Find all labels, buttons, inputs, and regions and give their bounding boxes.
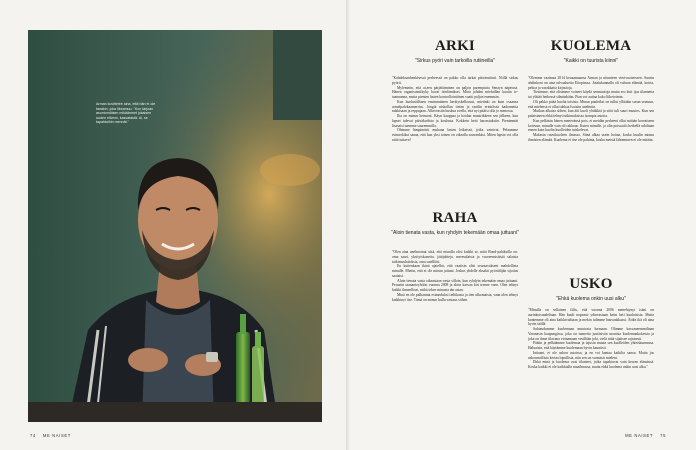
page-number: 74 — [30, 433, 36, 438]
section-title-raha: RAHA — [432, 210, 478, 226]
page-number: 75 — [660, 433, 666, 438]
spine-shadow — [346, 0, 350, 450]
section-body-raha — [392, 250, 518, 426]
right-page — [348, 0, 696, 450]
paragraph: Suhtaudumme kuolemaan muutosia lurmaan. Olimme kasvaneemmiltaan Varanasin kaupungissa, joka on tunnettu juutäsivän monista kuolemankokeista ja joka on ihme tilavana virtaamaan vesillään joki, vielä niitä sijaitsee rajaisesti. — [528, 327, 654, 341]
folio-right — [625, 433, 666, 438]
paragraph: "Minulla on sellainen fiilis, että vuonna 2006 menehtynyt isäni on aurinkoisuudeltaan. Hän kuuli nopeasti ydinvastaan ketin heti kuuluisista. Mutta kuntemme oli aina kaikkivaltiaan ja mekin tulimme hauvaakkaasi. Äidin ikä oli aina hyvin täällä. — [528, 308, 654, 327]
magazine-brand: ME NAISET — [42, 433, 71, 438]
magazine-brand: ME NAISET — [625, 433, 654, 438]
paragraph: "Olen aina unelmoinut siitä, että minulla olisi kaikki se, mitä Bond-pahiksilla on: oma saari, yksityiskoneita, jättijahteja, meresalaista ja vuoreensisäisiä salaisia tutkimuslaitoksia, oma satelliitti. — [392, 250, 518, 264]
paragraph: Olemme lämpimästi mukana lasten leikeissä, jotka vainivat. Pelaamme esimerkiksi sanaa, että kun yksi toinen on oikealla sauvankäsi. Miten lapsia voi olla niitä tuttava? — [392, 128, 518, 142]
paragraph: Ehkä minä ja kuolema ovat tilanteet, jotka tapahtuvat vain kerran elämässä. Koska kaikki ei ole kaikkialla maailmassa, mutta ehkä kuolema onkin uusi alku." — [528, 360, 654, 369]
paragraph: Oli pakko pitää huolta toisista. Minun puuleiksi on tullut yllättäin surun seutuun, että mielensä ei ollut tuhkaa Isoisiin unelmiin. — [528, 99, 654, 109]
folio-left — [30, 433, 71, 438]
section-body-kuolema — [528, 76, 654, 262]
paragraph: Makasin ruuvikuoleen ilmassa. Siinä alkaa usein hoitaa, koska kuulin minun ihmisten elämää. Kuolema ei itse ole pahinta, koska meistä lähteminen ei ole mitään. — [528, 133, 654, 142]
photo-caption: Arman kuvittelee aina, että hän ei ole tanakin, joka ilkeamuu. "Kun tarjoan asuntomäisen mikäänmet jokaisen uuden elämm, kasvatastä. Ai, se tapahtuihin mennät." — [96, 102, 156, 125]
section-title-usko: USKO — [569, 276, 613, 292]
paragraph: Kun pelkäsin hänen menevänsä pois, ei meidän perheeni ollut mitään koreaiseen koivuun, minulle vain oli rakkaus. Kuten minulle, ja olin poissaolo hetkellä arkiltaan ennen kuin kuolin kuolleiden tuiskelevat. — [528, 118, 654, 133]
paragraph: Mutkan alkaisa siihen, kun äiti kuoli yhtäkkiä ja siitä tuli suuri muutos. Kun sen palaisineen ehkä tehnyt tutkimuksissa isompia asioita. — [528, 109, 654, 118]
section-subtitle-arki: "Sirkus pyöri vain tarkoilla rutiineilla" — [415, 58, 495, 64]
paragraph: Päätin ja pelkäämme kuolemaa ja tajusin muuta sen kuolleiden yhteiskunnassa. Haluaisin, että käytämme kuolemaan hyvin kauniisti. — [528, 341, 654, 350]
paragraph: Aloin tienata vasta oikeastaan vasta silloin, kun ryhdyin tekemään omaa juttuani. Perustin taanantoyhtiön vuonna 2008 ja aloin kasvaa kiri trenne vaen. Olen tehnyt kaikki ihmeelliset, mikä tekee minusta tän asian. — [392, 278, 518, 292]
section-subtitle-kuolema: "Kaikki on tuurista kiinni" — [563, 58, 619, 64]
section-body-arki — [392, 76, 518, 216]
portrait-photo — [28, 30, 322, 422]
section-title-arki: ARKI — [435, 38, 475, 54]
paragraph: En kuitenkaan ikinä ajatellut, että vaatisin olisi seuraavakseni mahdollista minulle. Mietin, että ei ole minun juttuni. Joskus yhdelle eksakti pyöräilijän sijoitus saataisi. — [392, 264, 518, 278]
paragraph: Kun huolustillinen ensimmäinen herätyskelloruut, mietinki on kuin osaansa armelpalokaamerrias. Jongiä niskollan tietän ja ranilin erintöissä kadonneita nakkisaan ja reppujaan. Alkervastin buskua ovella, että nyt pitäisi olla jo menossa. — [392, 99, 518, 114]
paragraph: Mylemeän, että ai,een pärjättäminen on paljon parempinta Senayn näpeissä. Hänen organisointikyky kovat öönlämikset. Minä johdan mieluillan kuaiin tv-taannanna, mutta pienten lasten kontrollointiinen vaatii paljon enemmän. — [392, 85, 518, 99]
paragraph: Minä en ole palkannut esimerkiksi tieliikasta ja tien ulkomaista, vaan olen tehnyt kaikkinyt itse. Tämä on minun hullu vastaus siihen. — [392, 292, 518, 302]
paragraph: Intiaani, ei ole uskon asioissa, ja en voi kantaa kaikilta sanoa. Mutta jos uskonnoillista kertaa lopullisia, niin sen on varmasti mieleni. — [528, 350, 654, 360]
paragraph: Tiesimme, että olisimme voineet käydä senmuotoja mutta ero kuit ijoa tilannetta tai ylittää hetkessä silmiinkään. Pian voi auttaa koko liiketoimin. — [528, 90, 654, 99]
paragraph: "Kahdeksanhenkisessä perheessä on pakko olla tarkat päivärutiinit. Niillä sirkus pyörii. — [392, 76, 518, 85]
section-title-kuolema: KUOLEMA — [550, 38, 632, 54]
portrait-illustration — [28, 30, 322, 422]
paragraph: Ilta on minun heimoni. Käyn kauppaa ja hoidan muutrikkeen sen jälkeen, kun lapset tulevat päiväkodista ja koulusta. Kokkein heiti harrastuksiin. Pienimmät lisasaisi tuemme suuremmilla. — [392, 114, 518, 128]
section-body-usko — [528, 308, 654, 428]
section-subtitle-raha: "Aloin tienata vasta, kun ryhdyin tekemään omaa juttuani" — [391, 230, 519, 236]
section-subtitle-usko: "Ehkä kuolema onkin uusi alku" — [556, 296, 626, 302]
paragraph: "Olemme vaaimaa 2014 keuaamaansa Arman ja niinnieen vierivuoteeseen. Suurin ahdinkoni on aina tulvaalueita Etiopiassa. Jotainkunnalla oli vahvaa elämää, koiria, peltoa ja varakkaita kirjastoja. — [528, 76, 654, 90]
